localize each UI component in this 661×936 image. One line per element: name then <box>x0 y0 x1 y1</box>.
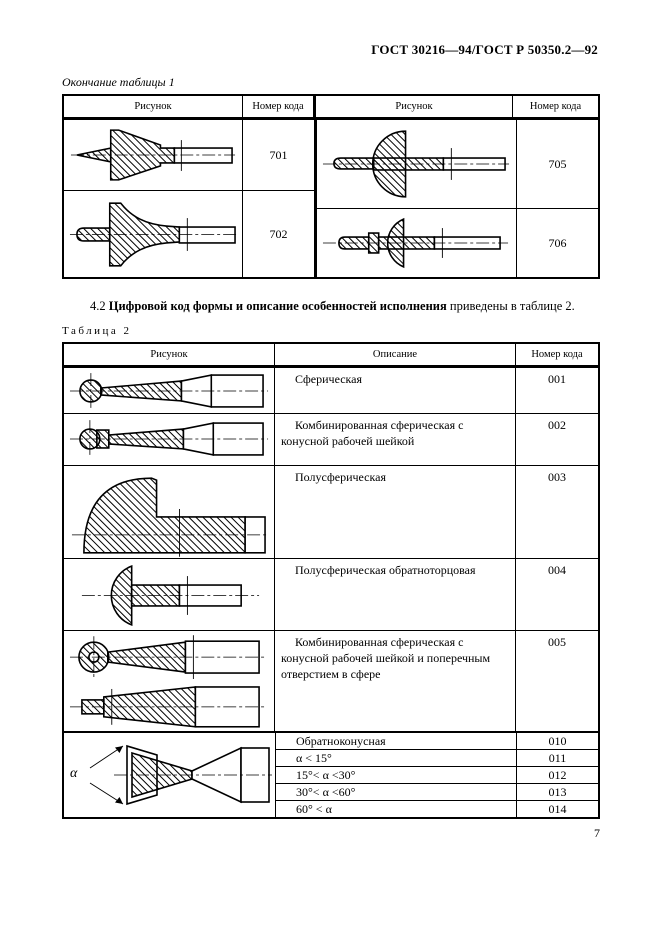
description-cell-012: 15°< α <30° <box>276 767 517 783</box>
table2-header-figure: Рисунок <box>64 344 275 365</box>
figure-cell-003 <box>64 466 275 558</box>
table2-row-005 <box>64 631 598 733</box>
code-cell-004: 004 <box>548 563 566 577</box>
table1-left-half <box>64 120 317 277</box>
figure-cell-701 <box>64 120 243 190</box>
table2-header-row <box>64 344 598 368</box>
table1-row-701 <box>64 120 314 191</box>
code-cell-001: 001 <box>548 372 566 386</box>
table1-row-702 <box>64 191 314 277</box>
table2-header-code: Номер кода <box>531 349 583 360</box>
figure-cell-002 <box>64 414 275 465</box>
spherical-head-tool-drawing <box>64 368 274 413</box>
table2-header-description: Описание <box>275 344 516 365</box>
page-number: 7 <box>594 826 600 840</box>
section-rest-text: приведены в таблице 2. <box>449 299 575 313</box>
document-header: ГОСТ 30216—94/ГОСТ Р 50350.2—92 <box>371 42 598 57</box>
table2-row-003 <box>64 466 598 559</box>
table2-row-001 <box>64 368 598 414</box>
hemispherical-tool-drawing <box>64 466 274 558</box>
table1 <box>62 94 600 279</box>
code-cell-706: 706 <box>548 235 567 250</box>
code-cell-013: 013 <box>548 784 567 799</box>
table1-header-code-left: Номер кода <box>252 101 304 112</box>
description-cell-001: Сферическая <box>275 368 516 413</box>
cone-sub-rows <box>276 733 598 817</box>
spherical-head-with-cross-hole-drawing <box>64 631 274 731</box>
pointed-countersunk-burr-drawing <box>64 120 242 190</box>
description-cell-003: Полусферическая <box>275 466 516 558</box>
table2-row-013 <box>276 784 598 801</box>
figure-cell-705 <box>317 120 517 208</box>
figure-cell-cone <box>64 733 276 817</box>
spherical-head-with-conical-neck-drawing <box>64 414 274 465</box>
table2-row-002 <box>64 414 598 466</box>
table2-row-010 <box>276 733 598 750</box>
table2-row-014 <box>276 801 598 817</box>
reverse-cone-tool-drawing <box>64 733 275 817</box>
table2-row-004 <box>64 559 598 631</box>
table1-row-705 <box>317 120 598 209</box>
alpha-angle-label: α <box>70 766 78 781</box>
description-cell-002: Комбинированная сферическая с конусной рабочей шейкой <box>275 414 516 465</box>
table1-body <box>64 120 598 277</box>
code-cell-010: 010 <box>548 733 567 748</box>
description-cell-005: Комбинированная сферическая с конусной рабочей шейкой и поперечным отверстием в сфере <box>275 631 516 731</box>
description-cell-013: 30°< α <60° <box>276 784 517 800</box>
table2-row-012 <box>276 767 598 784</box>
code-cell-005: 005 <box>548 635 566 649</box>
table1-header-code-right: Номер кода <box>529 101 582 112</box>
code-cell-705: 705 <box>548 156 567 171</box>
code-cell-003: 003 <box>548 470 566 484</box>
table1-right-half <box>317 120 598 277</box>
section-4-2-paragraph <box>62 299 600 314</box>
section-number: 4.2 <box>90 299 106 313</box>
table2-cone-group <box>64 733 598 817</box>
table1-header-figure-right: Рисунок <box>313 96 513 117</box>
table1-row-706 <box>317 209 598 277</box>
code-cell-011: 011 <box>548 750 567 765</box>
bell-shaped-burr-drawing <box>64 191 242 277</box>
description-cell-014: 60° < α <box>276 801 517 817</box>
code-cell-702: 702 <box>269 226 288 241</box>
table2-row-011 <box>276 750 598 767</box>
figure-cell-706 <box>317 209 517 277</box>
section-bold-text: Цифровой код формы и описание особенностей исполнения <box>108 299 447 313</box>
code-cell-014: 014 <box>548 801 567 816</box>
hemispherical-head-burr-drawing <box>317 120 516 208</box>
code-cell-701: 701 <box>269 147 288 162</box>
small-round-head-burr-drawing <box>317 209 516 277</box>
table1-caption: Окончание таблицы 1 <box>62 75 175 89</box>
table2-caption: Таблица 2 <box>62 325 132 337</box>
code-cell-002: 002 <box>548 418 566 432</box>
table1-header-figure-left: Рисунок <box>64 96 243 117</box>
description-cell-004: Полусферическая обратноторцовая <box>275 559 516 630</box>
figure-cell-005 <box>64 631 275 731</box>
table2 <box>62 342 600 819</box>
figure-cell-004 <box>64 559 275 630</box>
figure-cell-702 <box>64 191 243 277</box>
description-cell-010: Обратноконусная <box>276 733 517 749</box>
code-cell-012: 012 <box>548 767 567 782</box>
hemispherical-reverse-end-tool-drawing <box>64 559 274 630</box>
figure-cell-001 <box>64 368 275 413</box>
description-cell-011: α < 15° <box>276 750 517 766</box>
table1-header-row <box>64 96 598 120</box>
